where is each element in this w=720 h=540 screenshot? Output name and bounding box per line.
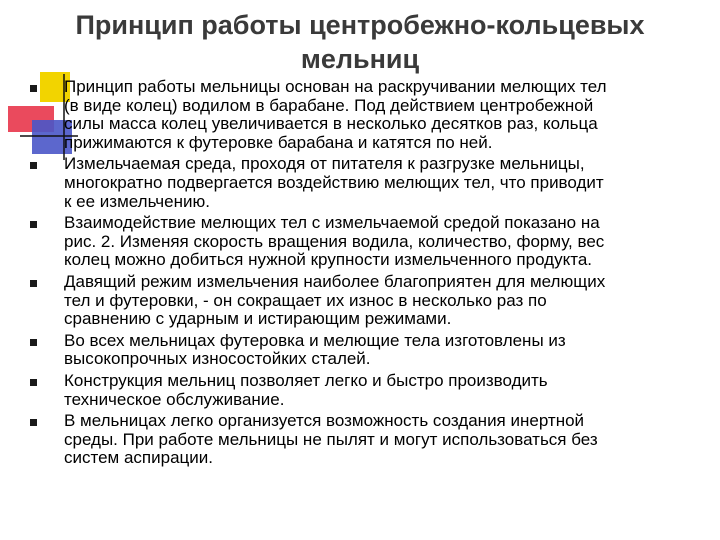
bullet-text-line: среды. При работе мельницы не пылят и могут использоваться без [64, 429, 598, 449]
square-bullet-icon [30, 85, 37, 92]
bullet-text-line: рис. 2. Изменяя скорость вращения водила, количество, форму, вес [64, 231, 605, 251]
square-bullet-icon [30, 379, 37, 386]
bullet-text-line: Во всех мельницах футеровка и мелющие тела изготовлены из [64, 330, 566, 350]
bullet-item [30, 372, 702, 409]
square-bullet-icon [30, 221, 37, 228]
bullet-text-line: к ее измельчению. [64, 191, 210, 211]
square-bullet-icon [30, 339, 37, 346]
square-bullet-icon [30, 280, 37, 287]
square-bullet-icon [30, 419, 37, 426]
bullet-item [30, 78, 702, 152]
bullet-item [30, 155, 702, 211]
bullet-text-line: систем аспирации. [64, 448, 213, 468]
bullet-text-line: Давящий режим измельчения наиболее благоприятен для мелющих [64, 271, 606, 291]
bullet-text-line: многократно подвергается воздействию мелющих тел, что приводит [64, 172, 604, 192]
bullet-text-line: высокопрочных износостойких сталей. [64, 349, 371, 369]
bullet-text-line: Принцип работы мельницы основан на раскручивании мелющих тел [64, 77, 607, 96]
bullet-text-line: (в виде колец) водилом в барабане. Под действием центробежной [64, 95, 594, 115]
bullet-text-line: тел и футеровки, - он сокращает их износ в несколько раз по [64, 290, 547, 310]
bullet-item [30, 273, 702, 329]
bullet-text-line: Измельчаемая среда, проходя от питателя к разгрузке мельницы, [64, 154, 585, 174]
bullet-text-line: Конструкция мельниц позволяет легко и быстро производить [64, 370, 548, 390]
slide-title-line-1: Принцип работы центробежно-кольцевых [75, 10, 645, 40]
bullet-text-line: прижимаются к футеровке барабана и катятся по ней. [64, 132, 493, 152]
bullet-item [30, 332, 702, 369]
bullet-list [30, 78, 702, 471]
bullet-item [30, 412, 702, 468]
bullet-item [30, 214, 702, 270]
bullet-text-line: Взаимодействие мелющих тел с измельчаемой средой показано на [64, 213, 600, 233]
bullet-text-line: В мельницах легко организуется возможность создания инертной [64, 411, 585, 431]
bullet-text-line: силы масса колец увеличивается в несколько десятков раз, кольца [64, 114, 598, 134]
square-bullet-icon [30, 162, 37, 169]
slide-title-line-2: мельниц [300, 44, 420, 74]
slide-title [40, 8, 680, 76]
bullet-text-line: колец можно добиться нужной крупности измельченного продукта. [64, 250, 592, 270]
bullet-text-line: техническое обслуживание. [64, 389, 285, 409]
bullet-text-line: сравнению с ударным и истирающим режимами. [64, 309, 452, 329]
